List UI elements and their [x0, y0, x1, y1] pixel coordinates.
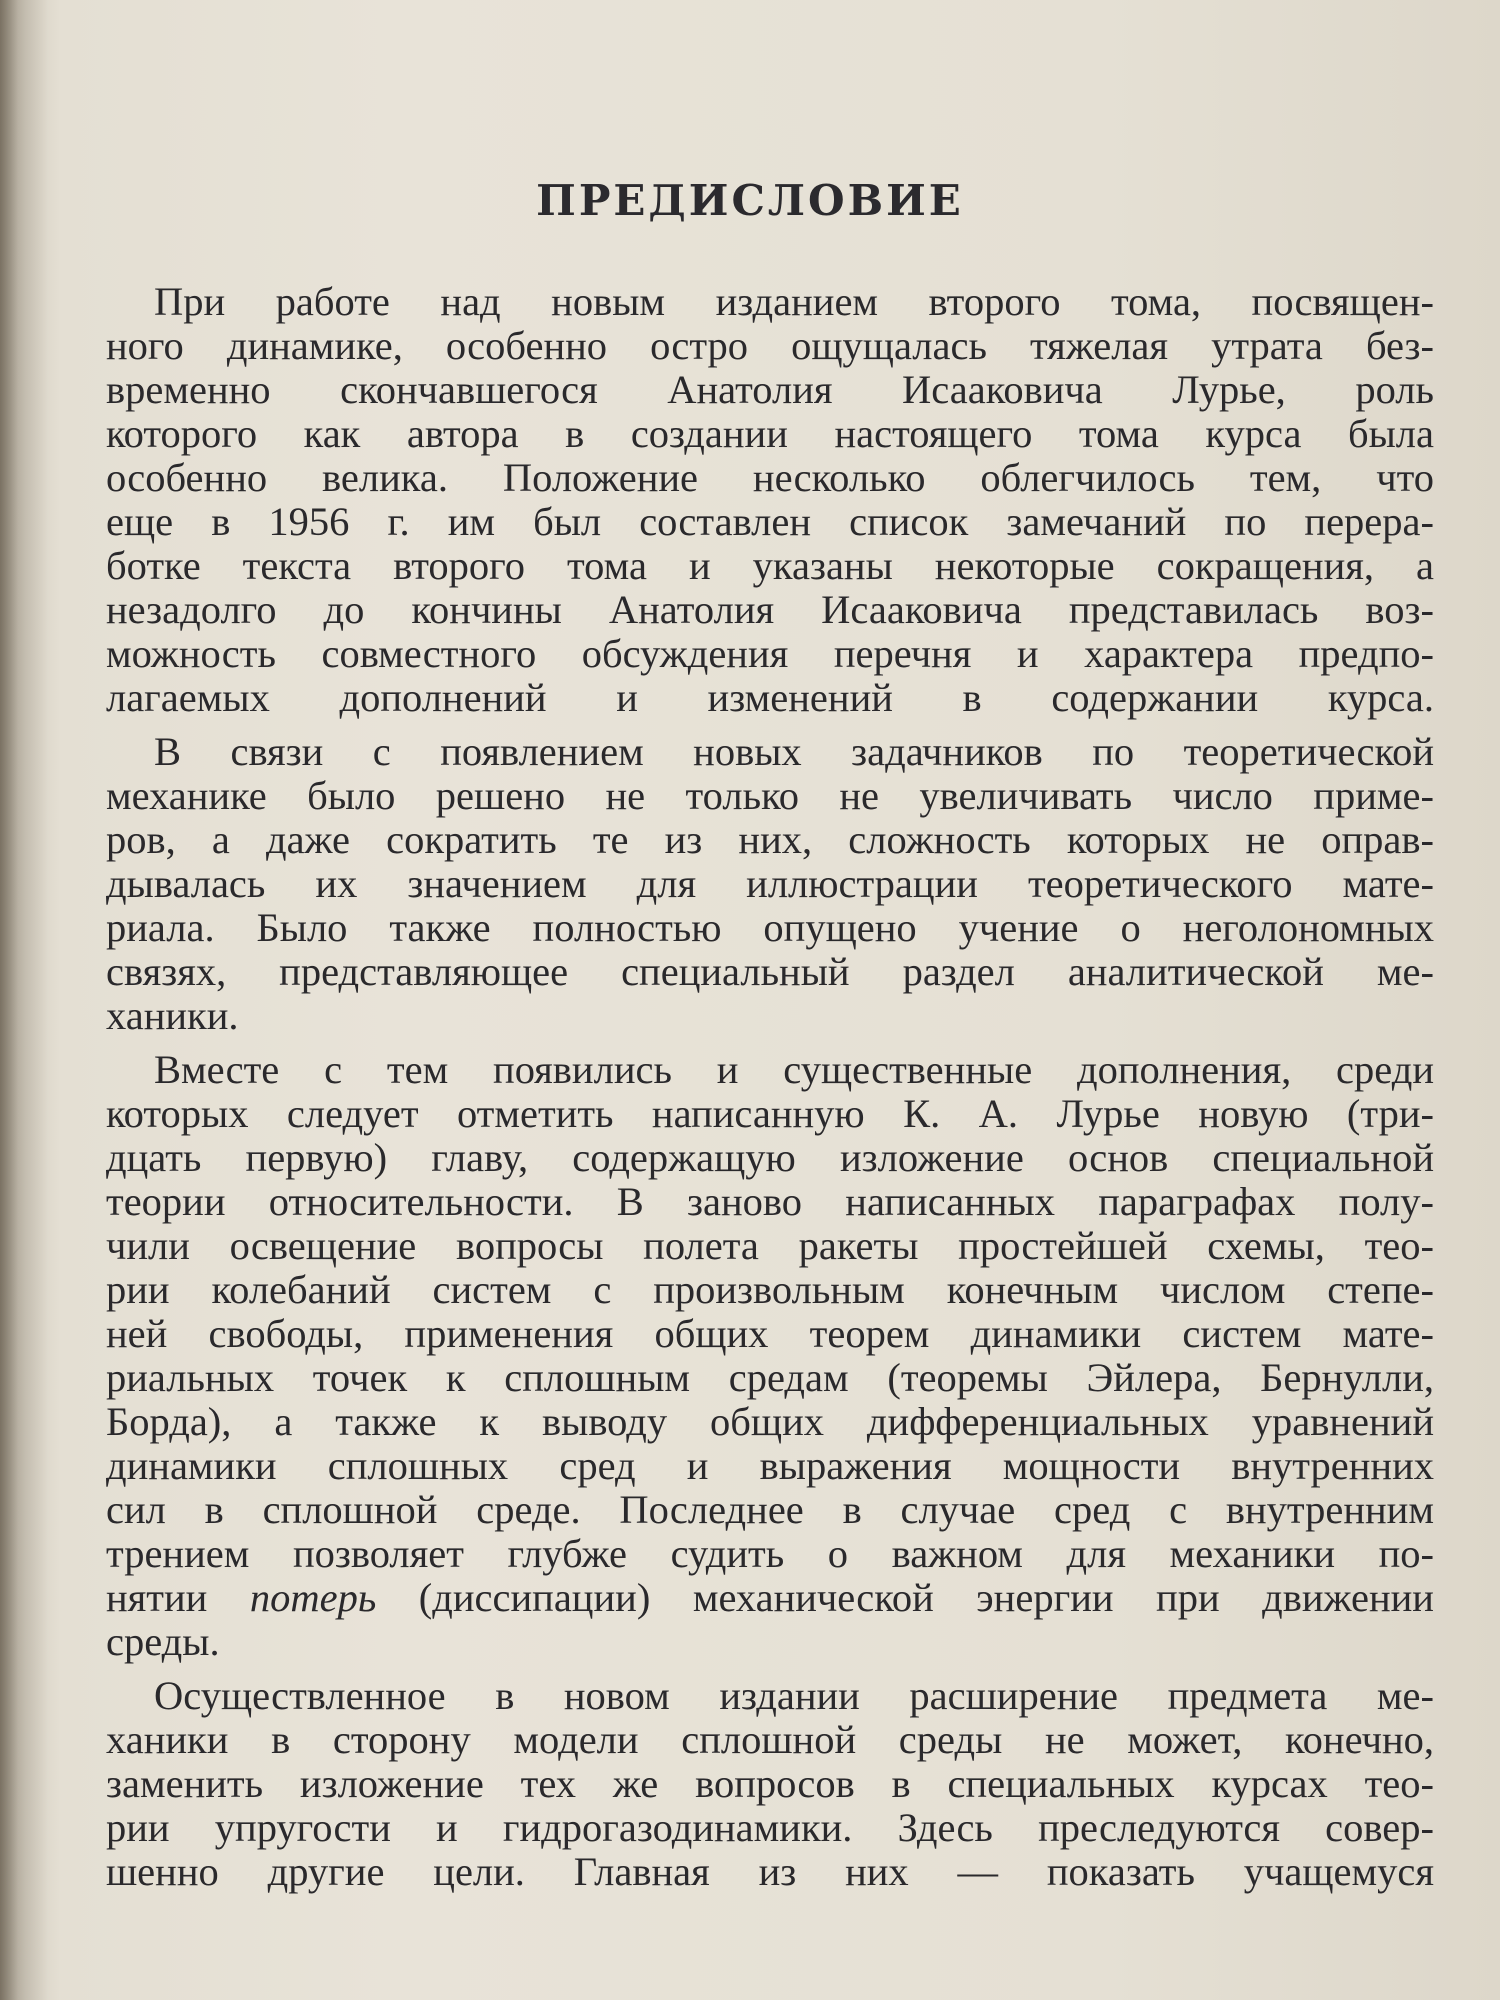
paragraph-2: [106, 730, 1434, 1038]
text-line: временно скончавшегося Анатолия Исааковича Лурье, роль: [106, 367, 1434, 412]
text-line: среды.: [106, 1619, 220, 1664]
text-line: дцать первую) главу, содержащую изложение основ специальной: [106, 1135, 1434, 1180]
italic-term: потерь: [249, 1575, 377, 1620]
text-line: механике было решено не только не увеличивать число приме-: [106, 773, 1434, 818]
text-line: сил в сплошной среде. Последнее в случае сред с внутренним: [106, 1487, 1434, 1532]
text-line: лагаемых дополнений и изменений в содержании курса.: [106, 675, 1434, 720]
text-line: дывалась их значением для иллюстрации теоретического мате-: [106, 861, 1434, 906]
text-line: ного динамике, особенно остро ощущалась тяжелая утрата без-: [106, 323, 1434, 368]
text-fragment: нятии: [106, 1575, 250, 1620]
paragraph-1: [106, 280, 1434, 720]
page-heading: ПРЕДИСЛОВИЕ: [536, 176, 964, 225]
text-line: заменить изложение тех же вопросов в специальных курсах тео-: [106, 1761, 1434, 1806]
text-line: Осуществленное в новом издании расширение предмета ме-: [154, 1673, 1434, 1718]
text-line: ботке текста второго тома и указаны некоторые сокращения, а: [106, 543, 1434, 588]
text-line: чили освещение вопросы полета ракеты простейшей схемы, тео-: [106, 1223, 1434, 1268]
text-line: риальных точек к сплошным средам (теоремы Эйлера, Бернулли,: [106, 1355, 1434, 1400]
text-line: В связи с появлением новых задачников по теоретической: [154, 729, 1434, 774]
text-line: трением позволяет глубже судить о важном для механики по-: [106, 1531, 1434, 1576]
paragraph-4: [106, 1674, 1434, 1894]
text-line: можность совместного обсуждения перечня и характера предпо-: [106, 631, 1434, 676]
text-line: рии колебаний систем с произвольным конечным числом степе-: [106, 1267, 1434, 1312]
text-line: рии упругости и гидрогазодинамики. Здесь преследуются совер-: [106, 1805, 1434, 1850]
text-line: которых следует отметить написанную К. А. Лурье новую (три-: [106, 1091, 1434, 1136]
text-line: которого как автора в создании настоящего тома курса была: [106, 411, 1434, 456]
text-line: ров, а даже сократить те из них, сложность которых не оправ-: [106, 817, 1434, 862]
text-line: еще в 1956 г. им был составлен список замечаний по перера-: [106, 499, 1434, 544]
text-line: ханики.: [106, 993, 239, 1038]
text-line: Борда), а также к выводу общих дифференциальных уравнений: [106, 1399, 1434, 1444]
book-gutter-shadow: [0, 0, 48, 2000]
text-line: ханики в сторону модели сплошной среды не может, конечно,: [106, 1717, 1434, 1762]
text-line: риала. Было также полностью опущено учение о неголономных: [106, 905, 1434, 950]
text-line: связях, представляющее специальный раздел аналитической ме-: [106, 949, 1434, 994]
text-line-with-italic: [106, 1576, 1434, 1620]
text-line: особенно велика. Положение несколько облегчилось тем, что: [106, 455, 1434, 500]
text-line: незадолго до кончины Анатолия Исааковича представилась воз-: [106, 587, 1434, 632]
paragraph-3: [106, 1048, 1434, 1664]
text-line: динамики сплошных сред и выражения мощности внутренних: [106, 1443, 1434, 1488]
text-line: Вместе с тем появились и существенные дополнения, среди: [154, 1047, 1434, 1092]
text-line: При работе над новым изданием второго тома, посвящен-: [154, 279, 1434, 324]
text-line: ней свободы, применения общих теорем динамики систем мате-: [106, 1311, 1434, 1356]
text-fragment: (диссипации) механической энергии при движении: [376, 1575, 1434, 1620]
text-line: шенно другие цели. Главная из них — показать учащемуся: [106, 1849, 1434, 1894]
text-line: теории относительности. В заново написанных параграфах полу-: [106, 1179, 1434, 1224]
preface-text: [106, 280, 1434, 1904]
